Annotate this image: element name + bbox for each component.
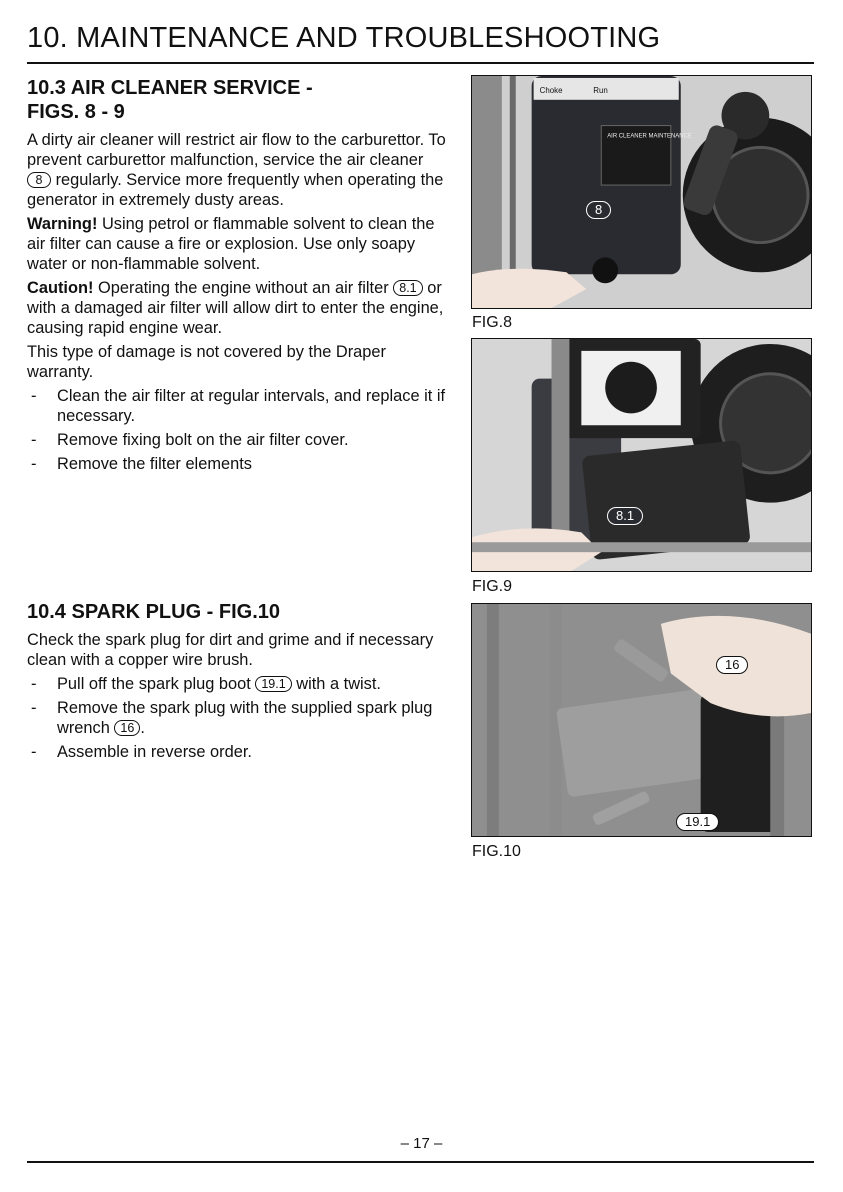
- fig10-callout-19-1: 19.1: [676, 813, 719, 831]
- spark-plug-steps: [27, 674, 447, 762]
- air-cleaner-heading: [27, 76, 447, 124]
- list-item: - Remove fixing bolt on the air filter cover.: [31, 431, 349, 449]
- page-number: – 17 –: [400, 1135, 443, 1152]
- caution-text-b: or with a damaged air filter will allow dirt to enter the engine, causing rapid engine wear.: [27, 279, 444, 337]
- air-cleaner-cover-illustration: [472, 76, 811, 308]
- sticker-title: AIR CLEANER MAINTENANCE: [607, 133, 692, 140]
- air-cleaner-heading-line2: FIGS. 8 - 9: [27, 101, 125, 123]
- spark-plug-section: [27, 600, 447, 766]
- figure-9-photo: [471, 338, 812, 572]
- caution-text-a: Operating the engine without an air filter: [98, 279, 389, 297]
- list-item: - Clean the air filter at regular intervals, and replace it if necessary.: [31, 387, 446, 425]
- choke-label: Choke: [539, 85, 563, 95]
- run-label: Run: [593, 85, 608, 95]
- spark-plug-heading: 10.4 SPARK PLUG - FIG.10: [27, 601, 281, 623]
- air-cleaner-section: [27, 76, 447, 478]
- footer-rule: [27, 1161, 814, 1163]
- air-filter-illustration: [472, 339, 811, 571]
- warranty-paragraph: This type of damage is not covered by the Draper warranty.: [27, 343, 386, 381]
- title-rule: [27, 62, 814, 64]
- list-item: - Remove the filter elements: [31, 455, 252, 473]
- fig9-callout: 8.1: [607, 507, 643, 525]
- spark-plug-illustration: [472, 604, 811, 836]
- caution-paragraph: [27, 278, 447, 338]
- spark-plug-intro: Check the spark plug for dirt and grime and if necessary clean with a copper wire brush.: [27, 631, 434, 669]
- air-cleaner-intro: [27, 130, 447, 210]
- warning-text: Using petrol or flammable solvent to clean the air filter can cause a fire or explosion. Use only soapy water or non-flammable solvent.: [27, 215, 435, 273]
- ref-callout-8-1: 8.1: [393, 280, 422, 296]
- warning-paragraph: [27, 214, 447, 274]
- figure-10-photo: [471, 603, 812, 837]
- ref-callout-16: 16: [114, 720, 140, 736]
- fig8-callout: 8: [586, 201, 611, 219]
- ref-callout-8: 8: [27, 172, 51, 188]
- list-item: - Pull off the spark plug boot 19.1 with a twist.: [31, 675, 381, 693]
- caution-label: Caution!: [27, 279, 94, 297]
- fig10-callout-16: 16: [716, 656, 748, 674]
- warning-label: Warning!: [27, 215, 98, 233]
- ref-callout-19-1: 19.1: [255, 676, 291, 692]
- intro-text-b: regularly. Service more frequently when operating the generator in extremely dusty areas.: [27, 171, 444, 209]
- list-item: - Assemble in reverse order.: [31, 743, 252, 761]
- fig9-caption: FIG.9: [472, 578, 513, 595]
- air-cleaner-steps: [27, 386, 447, 474]
- fig8-caption: FIG.8: [472, 314, 513, 331]
- list-item: - Remove the spark plug with the supplied spark plug wrench 16 .: [31, 699, 433, 737]
- page-title: 10. MAINTENANCE AND TROUBLESHOOTING: [27, 22, 661, 54]
- air-cleaner-heading-line1: 10.3 AIR CLEANER SERVICE -: [27, 77, 313, 99]
- fig10-caption: FIG.10: [472, 843, 521, 860]
- intro-text-a: A dirty air cleaner will restrict air flow to the carburettor. To prevent carburettor malfunction, service the air cleaner: [27, 131, 446, 169]
- figure-8-photo: [471, 75, 812, 309]
